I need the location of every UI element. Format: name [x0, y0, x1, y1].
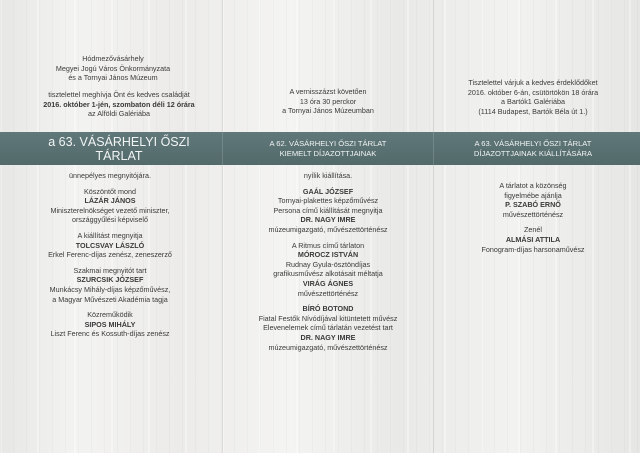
text-line: Elevenelemek című tárlatán vezetést tart: [263, 323, 393, 333]
text-line: Zenél: [524, 225, 542, 235]
panel2-band-line-2: KIEMELT DÍJAZOTTJAINAK: [279, 148, 377, 158]
name-line: MÓROCZ ISTVÁN: [297, 250, 359, 260]
fold-line-left: [222, 0, 223, 453]
text-line: és a Tornyai János Múzeum: [68, 73, 158, 83]
text-line: (1114 Budapest, Bartók Béla út 1.): [478, 106, 588, 116]
text-line: Fonogram-díjas harsonaművész: [481, 244, 585, 254]
text-line: 2016. október 6-án, csütörtökön 18 órára: [467, 87, 599, 97]
text-line: Munkácsy Mihály-díjas képzőművész,: [49, 284, 171, 294]
name-line: SZURCSIK JÓZSEF: [76, 275, 144, 285]
text-line: művészettörténész: [502, 209, 564, 219]
text-line: Tisztelettel várjuk a kedves érdeklődőket: [468, 78, 598, 87]
panel2-program-text: [232, 171, 424, 352]
panel1-band-title: a 63. VÁSÁRHELYI ŐSZI TÁRLAT: [48, 134, 190, 163]
panel3-program-text: [444, 181, 622, 254]
text-line: figyelmébe ajánlja: [504, 190, 562, 200]
name-line: VIRÁG ÁGNES: [302, 278, 354, 288]
panel2-band-title: [232, 132, 424, 165]
text-line: tisztelettel meghívja Önt és kedves családját: [48, 90, 190, 99]
text-line: Fiatal Festők Nívódíjával kitüntetett művész: [258, 313, 398, 323]
text-line: országgyűlési képviselő: [72, 215, 148, 225]
panel1-header-text: [28, 54, 198, 83]
text-line: múzeumigazgató, művészettörténész: [268, 342, 388, 352]
text-line: Persona című kiállítását megnyitja: [273, 205, 383, 215]
text-line: a Bartók1 Galériába: [501, 97, 565, 107]
text-line: Rudnay Gyula-ösztöndíjas: [285, 259, 371, 269]
text-line: múzeumigazgató, művészettörténész: [268, 224, 388, 234]
text-line: A Ritmus című tárlaton: [291, 240, 365, 250]
panel3-band-line-2: DÍJAZOTTJAINAK KIÁLLÍTÁSÁRA: [473, 148, 593, 158]
text-line: az Alföldi Galériába: [88, 109, 150, 119]
text-line: Köszöntőt mond: [84, 186, 136, 196]
fold-line-right: [433, 0, 434, 453]
name-line: BÍRÓ BOTOND: [302, 304, 354, 314]
text-line: a Tornyai János Múzeumban: [282, 106, 374, 116]
panel3-band-line-1: A 63. VÁSÁRHELYI ŐSZI TÁRLAT: [474, 139, 592, 148]
text-line: Erkel Ferenc-díjas zenész, zeneszerző: [48, 250, 172, 260]
text-line: ünnepélyes megnyitójára.: [69, 171, 151, 180]
text-line: Liszt Ferenc és Kossuth-díjas zenész: [50, 329, 170, 339]
band-separator-left: [222, 132, 223, 165]
panel3-header-text: [444, 78, 622, 116]
text-line: Hódmezővásárhely: [82, 54, 144, 63]
name-line: DR. NAGY IMRE: [300, 215, 356, 225]
text-line: A kiállítást megnyitja: [77, 230, 143, 240]
panel2-band-line-1: A 62. VÁSÁRHELYI ŐSZI TÁRLAT: [269, 139, 387, 148]
panel3-band-title: [444, 132, 622, 165]
name-line: SIPOS MIHÁLY: [84, 319, 136, 329]
text-line: Közreműködik: [87, 310, 133, 320]
text-line: Tornyai-plakettes képzőművész: [277, 196, 379, 206]
text-line: A vernisszázst követően: [289, 87, 367, 96]
name-line: 2016. október 1-jén, szombaton déli 12 órára: [43, 99, 195, 109]
name-line: LÁZÁR JÁNOS: [84, 196, 136, 206]
name-line: DR. NAGY IMRE: [300, 332, 356, 342]
name-line: TOLCSVAY LÁSZLÓ: [75, 240, 145, 250]
panel1-invitation-text: [28, 90, 210, 119]
title-band: [0, 132, 640, 165]
text-line: Megyei Jogú Város Önkormányzata: [55, 63, 171, 73]
text-line: grafikusművész alkotásait méltatja: [273, 269, 383, 279]
band-separator-right: [433, 132, 434, 165]
text-line: 13 óra 30 perckor: [299, 96, 357, 106]
panel2-header-text: [232, 87, 424, 116]
name-line: ALMÁSI ATTILA: [505, 234, 561, 244]
text-line: művészettörténész: [297, 288, 359, 298]
name-line: GAÁL JÓZSEF: [302, 186, 354, 196]
panel1-program-text: [20, 171, 200, 339]
text-line: Miniszterelnökséget vezető miniszter,: [50, 205, 170, 215]
text-line: nyílik kiállítása.: [303, 171, 353, 180]
text-line: A tárlatot a közönség: [499, 181, 567, 190]
name-line: P. SZABÓ ERNŐ: [505, 200, 561, 210]
text-line: Szakmai megnyitót tart: [73, 265, 147, 275]
text-line: a Magyar Művészeti Akadémia tagja: [52, 294, 168, 304]
